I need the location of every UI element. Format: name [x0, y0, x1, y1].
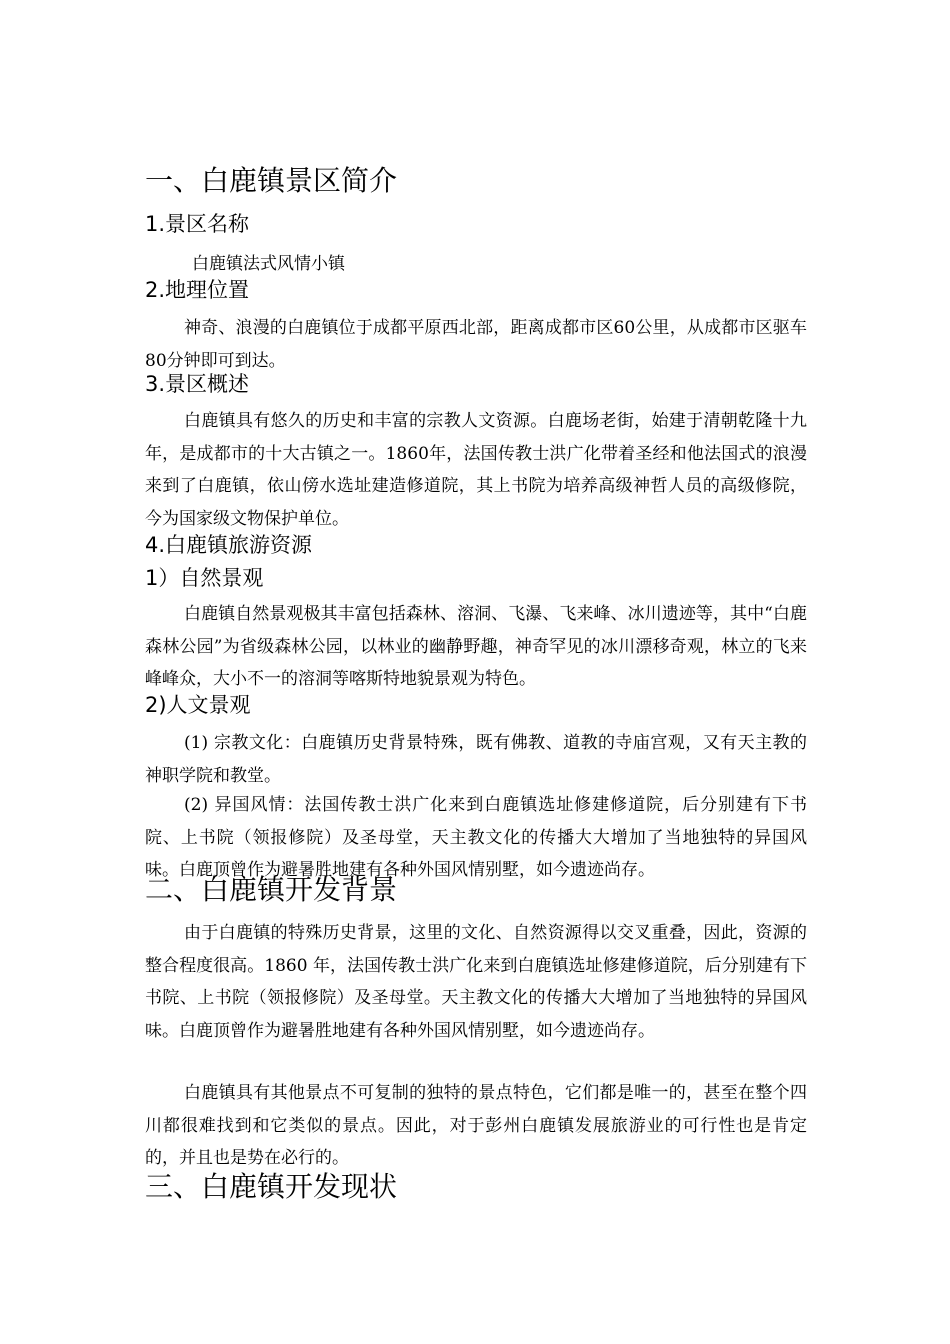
exotic-style-paragraph: (2) 异国风情：法国传教士洪广化来到白鹿镇选址修建修道院，后分别建有下书院、上书院（领报修院）及圣母堂，天主教文化的传播大大增加了当地独特的异国风味。白鹿顶曾作为避暑胜地建有各种外国风情别墅，如今遗迹尚存。 [145, 795, 807, 881]
natural-landscape-heading: 1）自然景观 [145, 566, 264, 590]
background-paragraph-2: 白鹿镇具有其他景点不可复制的独特的景点特色，它们都是唯一的，甚至在整个四川都很难找到和它类似的景点。因此，对于彭州白鹿镇发展旅游业的可行性也是肯定的，并且也是势在必行的。 [145, 1083, 807, 1169]
overview-paragraph: 白鹿镇具有悠久的历史和丰富的宗教人文资源。白鹿场老街，始建于清朝乾隆十九年，是成都市的十大古镇之一。1860年，法国传教士洪广化带着圣经和他法国式的浪漫来到了白鹿镇，依山傍水选址建造修道院，其上书院为培养高级神哲人员的高级修院，今为国家级文物保护单位。 [145, 411, 807, 530]
subsection-overview-heading: 3.景区概述 [145, 372, 250, 396]
natural-landscape-paragraph: 白鹿镇自然景观极其丰富包括森林、溶洞、飞瀑、飞来峰、冰川遗迹等，其中“白鹿森林公园”为省级森林公园，以林业的幽静野趣，神奇罕见的冰川漂移奇观，林立的飞来峰峰众，大小不一的溶洞等喀斯特地貌景观为特色。 [145, 604, 807, 690]
scenic-name-text: 白鹿镇法式风情小镇 [192, 254, 345, 274]
section-2-heading: 二、白鹿镇开发背景 [145, 873, 398, 906]
subsection-resources-heading: 4.白鹿镇旅游资源 [145, 533, 313, 557]
background-paragraph-1: 由于白鹿镇的特殊历史背景，这里的文化、自然资源得以交叉重叠，因此，资源的整合程度很高。1860 年，法国传教士洪广化来到白鹿镇选址修建修道院，后分别建有下书院、上书院（领报修院）及圣母堂。天主教文化的传播大大增加了当地独特的异国风味。白鹿顶曾作为避暑胜地建有各种外国风情别墅，如今遗迹尚存。 [145, 923, 807, 1042]
subsection-location-heading: 2.地理位置 [145, 278, 250, 302]
section-3-heading: 三、白鹿镇开发现状 [145, 1170, 398, 1203]
cultural-landscape-heading: 2)人文景观 [145, 693, 251, 717]
religious-culture-paragraph: (1) 宗教文化：白鹿镇历史背景特殊，既有佛教、道教的寺庙宫观，又有天主教的神职学院和教堂。 [145, 733, 807, 786]
location-paragraph: 神奇、浪漫的白鹿镇位于成都平原西北部，距离成都市区60公里，从成都市区驱车80分钟即可到达。 [145, 318, 807, 371]
section-1-heading: 一、白鹿镇景区简介 [145, 164, 398, 197]
subsection-scenic-name-heading: 1.景区名称 [145, 212, 250, 236]
